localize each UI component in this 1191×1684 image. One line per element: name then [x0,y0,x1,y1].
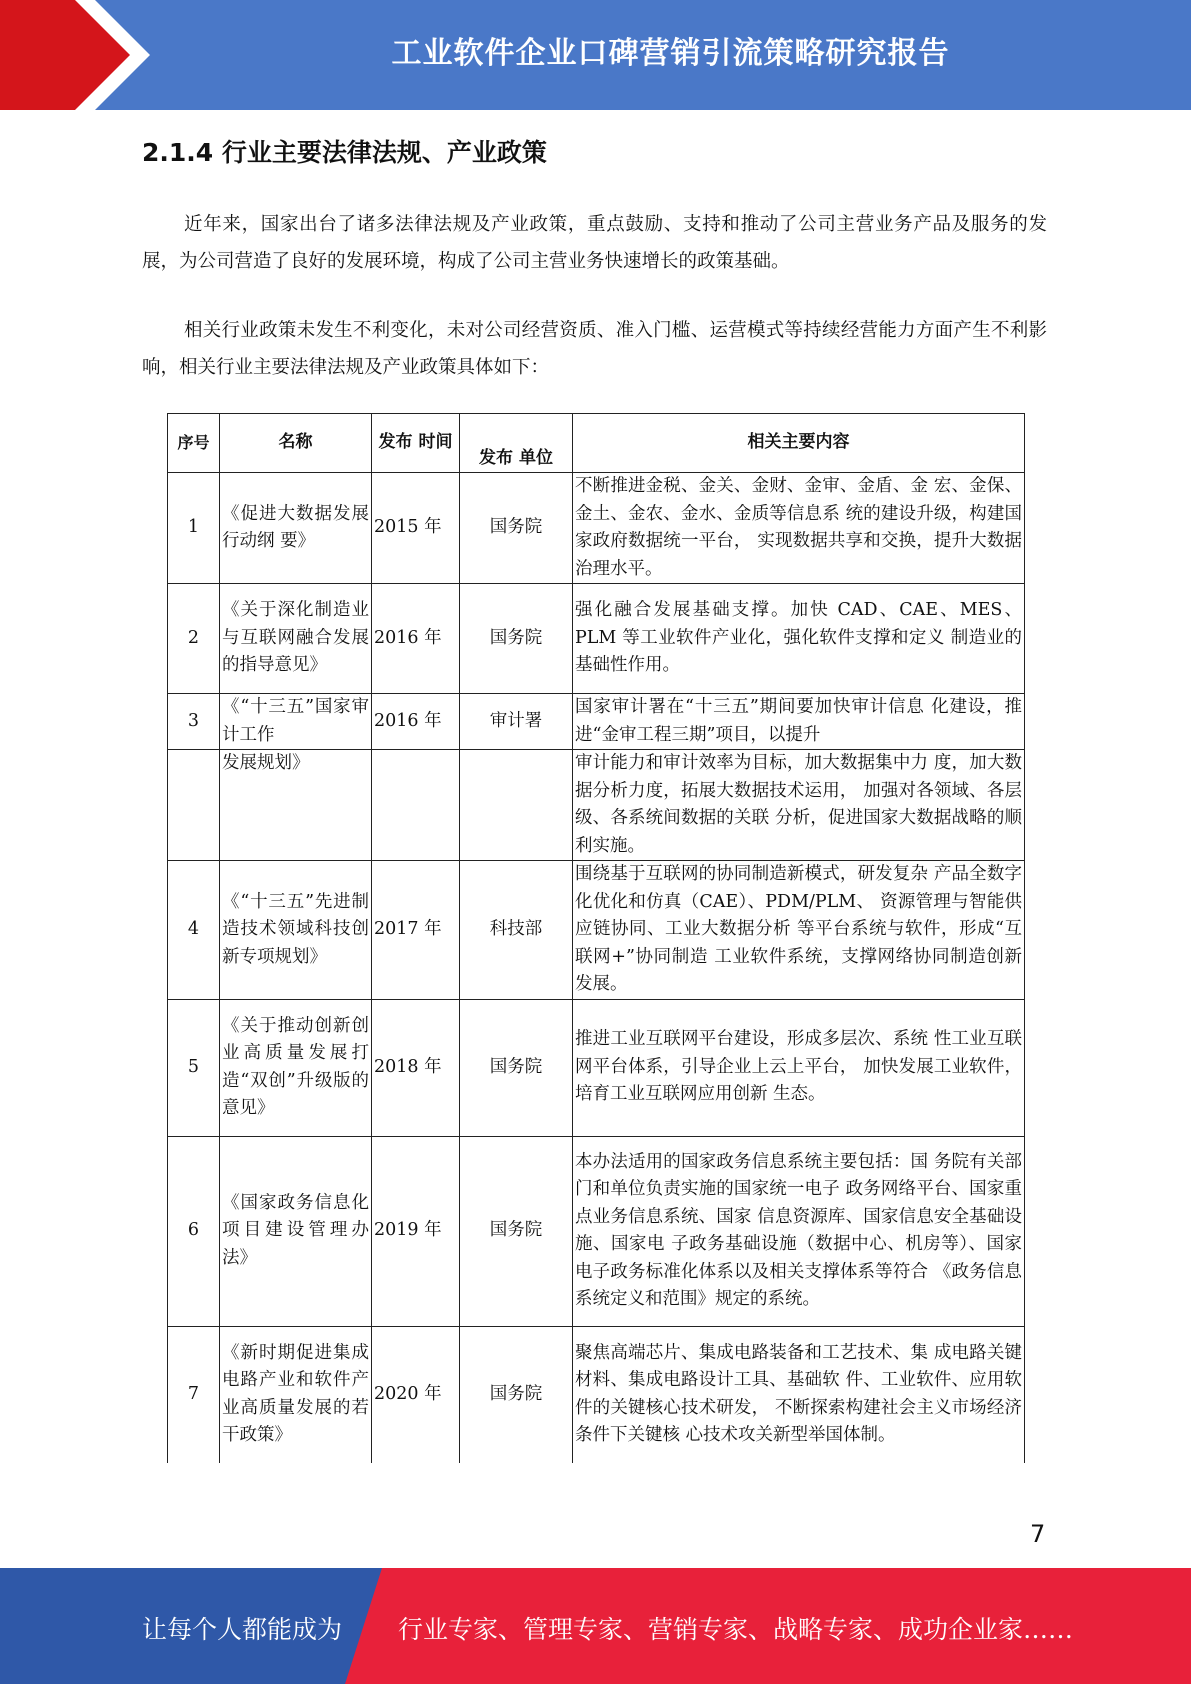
row-date: 2017 年 [372,861,460,1000]
row-date [372,750,460,861]
row-date: 2018 年 [372,999,460,1136]
table-row [168,1136,1025,1326]
row-content: 围绕基于互联网的协同制造新模式，研发复杂 产品全数字化优化和仿真（CAE）、PDM/PLM、 资源管理与智能供应链协同、工业大数据分析 等平台系统与软件，形成“互联网+”协同制造 工业软件系统，支撑网络协同制造创新发展。 [573,861,1025,1000]
table-row [168,999,1025,1136]
row-name: 《关于推动创新创业高质量发展打造“双创”升级版的意见》 [220,999,372,1136]
page-number: 7 [1030,1520,1046,1548]
row-no: 7 [168,1326,220,1463]
row-no: 6 [168,1136,220,1326]
row-content: 审计能力和审计效率为目标，加大数据集中力 度，加大数据分析力度，拓展大数据技术运用， 加强对各领域、各层级、各系统间数据的关联 分析，促进国家大数据战略的顺利实施。 [573,750,1025,861]
row-name: 《“十三五”国家审计工作 [220,694,372,750]
row-content: 不断推进金税、金关、金财、金审、金盾、金 宏、金保、金土、金农、金水、金质等信息系 统的建设升级，构建国家政府数据统一平台， 实现数据共享和交换，提升大数据治理水平。 [573,473,1025,584]
row-content: 国家审计署在“十三五”期间要加快审计信息 化建设，推进“金审工程三期”项目，以提升 [573,694,1025,750]
row-date: 2016 年 [372,584,460,694]
row-no: 2 [168,584,220,694]
row-name: 《国家政务信息化项目建设管理办法》 [220,1136,372,1326]
row-content: 推进工业互联网平台建设，形成多层次、系统 性工业互联网平台体系，引导企业上云上平台， 加快发展工业软件，培育工业互联网应用创新 生态。 [573,999,1025,1136]
row-no [168,750,220,861]
row-unit: 审计署 [460,694,573,750]
row-unit: 国务院 [460,473,573,584]
row-date: 2016 年 [372,694,460,750]
row-unit: 国务院 [460,584,573,694]
table-row [168,694,1025,750]
header-name: 名称 [220,414,372,473]
row-unit: 国务院 [460,999,573,1136]
table-header-row [168,414,1025,473]
row-date: 2015 年 [372,473,460,584]
table-row [168,584,1025,694]
row-name: 《促进大数据发展行动纲 要》 [220,473,372,584]
footer-slogan-right: 行业专家、管理专家、营销专家、战略专家、成功企业家…… [398,1615,1074,1644]
row-no: 3 [168,694,220,750]
row-name: 《“十三五”先进制造技术领域科技创新专项规划》 [220,861,372,1000]
row-no: 4 [168,861,220,1000]
section-heading: 2.1.4 行业主要法律法规、产业政策 [142,138,547,167]
row-content: 本办法适用的国家政务信息系统主要包括：国 务院有关部门和单位负责实施的国家统一电子 政务网络平台、国家重点业务信息系统、国家 信息资源库、国家信息安全基础设施、国家电 子政务基础设施（数据中心、机房等）、国家 电子政务标准化体系以及相关支撑体系等符合 《政务信息系统定义和范围》规定的系统。 [573,1136,1025,1326]
footer-slogan-left: 让每个人都能成为 [142,1615,343,1644]
row-unit [460,750,573,861]
table-row [168,750,1025,861]
row-name: 《关于深化制造业与互联网融合发展的指导意见》 [220,584,372,694]
header-content: 相关主要内容 [573,414,1025,473]
row-date: 2019 年 [372,1136,460,1326]
table-row [168,473,1025,584]
row-date: 2020 年 [372,1326,460,1463]
table-row [168,861,1025,1000]
header-date: 发布 时间 [372,414,460,473]
header-unit: 发布 单位 [460,414,573,473]
policy-paragraph: 相关行业政策未发生不利变化，未对公司经营资质、准入门槛、运营模式等持续经营能力方面产生不利影响，相关行业主要法律法规及产业政策具体如下： [142,320,1047,378]
header-no: 序号 [168,414,220,473]
intro-paragraph: 近年来，国家出台了诸多法律法规及产业政策，重点鼓励、支持和推动了公司主营业务产品及服务的发展，为公司营造了良好的发展环境，构成了公司主营业务快速增长的政策基础。 [142,214,1047,272]
row-unit: 国务院 [460,1326,573,1463]
header-banner [0,0,1191,110]
row-no: 1 [168,473,220,584]
row-unit: 科技部 [460,861,573,1000]
row-name: 发展规划》 [220,750,372,861]
row-unit: 国务院 [460,1136,573,1326]
row-content: 聚焦高端芯片、集成电路装备和工艺技术、集 成电路关键材料、集成电路设计工具、基础软 件、工业软件、应用软件的关键核心技术研发， 不断探索构建社会主义市场经济条件下关键核 心技术攻关新型举国体制。 [573,1326,1025,1463]
row-name: 《新时期促进集成电路产业和软件产业高质量发展的若干政策》 [220,1326,372,1463]
row-no: 5 [168,999,220,1136]
report-title: 工业软件企业口碑营销引流策略研究报告 [391,36,950,71]
row-content: 强化融合发展基础支撑。加快 CAD、CAE、MES、PLM 等工业软件产业化，强化软件支撑和定义 制造业的基础性作用。 [573,584,1025,694]
policy-table [167,413,1025,1463]
table-row [168,1326,1025,1463]
